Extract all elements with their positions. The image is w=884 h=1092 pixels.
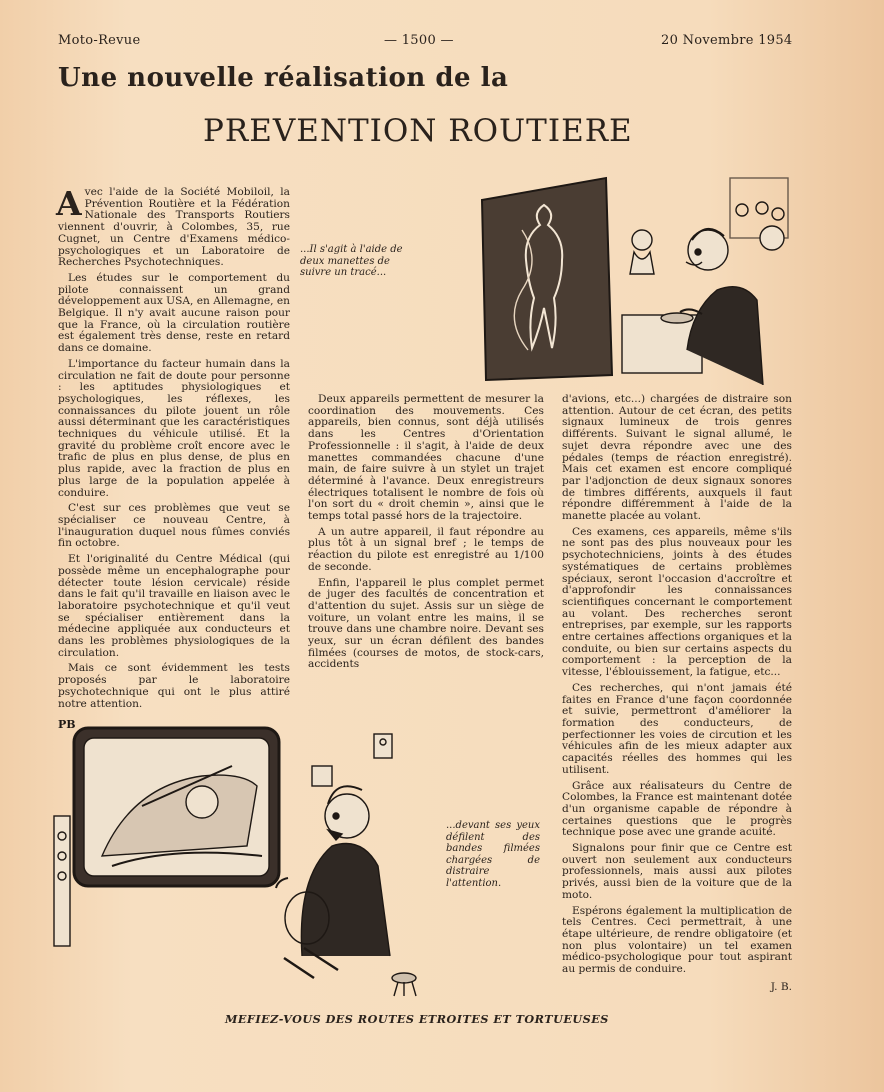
paragraph: A un autre appareil, il faut répondre au plus tôt à un signal bref ; le temps de réaction du pilote est enregistré au 1/100 de seconde. [308, 525, 544, 573]
driving-simulator-illustration [52, 706, 447, 998]
paragraph: L'importance du facteur humain dans la circulation ne fait de doute pour personne : les aptitudes physiologiques et psychologiques, les réflexes, les connaissances du pilote jouent un rôle aussi déterminant que les caractéristiques techniques du véhicule utilisé. Et la gravité du problème croît encore avec le trafic de plus en plus dense, de plus en plus rapide, avec la fraction de plus en plus large de la population appelée à conduire. [58, 357, 290, 499]
caption-tracing-test: ...Il s'agit à l'aide de deux manettes de suivre un tracé... [300, 244, 403, 278]
illustrator-signature: PB [58, 718, 76, 731]
article-column-2 [308, 394, 544, 675]
page-number: — 1500 — [384, 33, 454, 48]
article-column-3 [562, 394, 792, 993]
article-title-line1: Une nouvelle réalisation de la [58, 63, 509, 93]
paragraph: d'avions, etc...) chargées de distraire son attention. Autour de cet écran, des petits signaux lumineux de trois genres différents. Suivant le signal allumé, le sujet devra répondre avec une des pédales (temps de réaction enregistré). Mais cet examen est encore compliqué par l'adjonction de deux signaux sonores de timbres différents, auxquels il faut répondre différemment à l'aide de la manette placée au volant. [562, 393, 792, 523]
footer-slogan: MEFIEZ-VOUS DES ROUTES ETROITES ET TORTUEUSES [225, 1012, 609, 1026]
paragraph: Et l'originalité du Centre Médical (qui possède même un encephalographe pour détecter toute lésion cervicale) réside dans le fait qu'il travaille en liaison avec le laboratoire psychotechnique et qu'il veut se spécialiser entièrement dans la médecine appliquée aux conducteurs et dans les problèmes physiologiques de la circulation. [58, 553, 290, 659]
tracing-test-illustration [472, 170, 792, 385]
paragraph: Ces examens, ces appareils, même s'ils ne sont pas des plus nouveaux pour les psychotechniciens, joints à des études systématiques de certains problèmes spéciaux, seront l'occasion d'accroître et d'approfondir les connaissances scientifiques concernant le comportement au volant. Des recherches seront entreprises, par exemple, sur les rapports entre certaines affections organiques et la conduite, ou bien sur certains aspects du comportement : la perception de la vitesse, l'éblouissement, la fatigue, etc... [562, 525, 792, 679]
paragraph: Signalons pour finir que ce Centre est ouvert non seulement aux conducteurs professionnels, mais aussi aux pilotes privés, aussi bien de la voiture que de la moto. [562, 842, 792, 901]
magazine-name: Moto-Revue [58, 33, 141, 48]
caption-driving-simulator: ...devant ses yeux défilent des bandes filmées chargées de distraire l'attention. [446, 820, 540, 889]
author-signature: J. B. [770, 980, 792, 993]
article-title-line2: PREVENTION ROUTIERE [203, 113, 633, 149]
paragraph: C'est sur ces problèmes que veut se spécialiser ce nouveau Centre, à l'inauguration duquel nous fûmes conviés fin octobre. [58, 502, 290, 550]
issue-date: 20 Novembre 1954 [661, 33, 793, 48]
paragraph: Enfin, l'appareil le plus complet permet de juger des facultés de concentration et d'attention du sujet. Assis sur un siège de voiture, un volant entre les mains, il se trouve dans une chambre noire. Devant ses yeux, sur un écran défilent des bandes filmées (courses de motos, de stock-cars, accidents [308, 576, 544, 671]
drop-cap: A [56, 184, 82, 223]
intro-paragraph: Avec l'aide de la Société Mobiloil, la Prévention Routière et la Fédération Nationale des Transports Routiers viennent d'ouvrir, à Colombes, 35, rue Cugnet, un Centre d'Examens médico-psychologiques et un Laboratoire de Recherches Psychotechniques. [56, 184, 290, 269]
paragraph: Deux appareils permettent de mesurer la coordination des mouvements. Ces appareils, bien connus, sont déjà utilisés dans les Centres d'Orientation Professionnelle : il s'agit, à l'aide de deux manettes commandées chacune d'une main, de faire suivre à un stylet un trajet déterminé à l'avance. Deux enregistreurs électriques totalisent le nombre de fois où l'on sort du « droit chemin », ainsi que le temps total passé hors de la trajectoire. [308, 393, 544, 523]
paragraph: Les études sur le comportement du pilote connaissent un grand développement aux USA, en Allemagne, en Belgique. Il n'y avait aucune raison pour que la France, où la circulation routière est également très dense, reste en retard dans ce domaine. [58, 271, 290, 355]
paragraph: Espérons également la multiplication de tels Centres. Ceci permettrait, à une étape ultérieure, de rendre obligatoire (et non plus volontaire) un tel examen médico-psychologique pour tout aspirant au permis de conduire. [562, 904, 792, 976]
paragraph: Mais ce sont évidemment les tests proposés par le laboratoire psychotechnique qui ont le plus attiré notre attention. [58, 662, 290, 710]
paragraph: Ces recherches, qui n'ont jamais été faites en France d'une façon coordonnée et suivie, permettront d'améliorer la formation des conducteurs, de perfectionner les voies de circution et les véhicules afin de les mieux adapter aux capacités réelles des hommes qui les utilisent. [562, 681, 792, 776]
paragraph: Grâce aux réalisateurs du Centre de Colombes, la France est maintenant dotée d'un organisme capable de répondre à certaines questions que le progrès technique pose avec une grande acuité. [562, 779, 792, 839]
article-column-1 [56, 184, 290, 714]
